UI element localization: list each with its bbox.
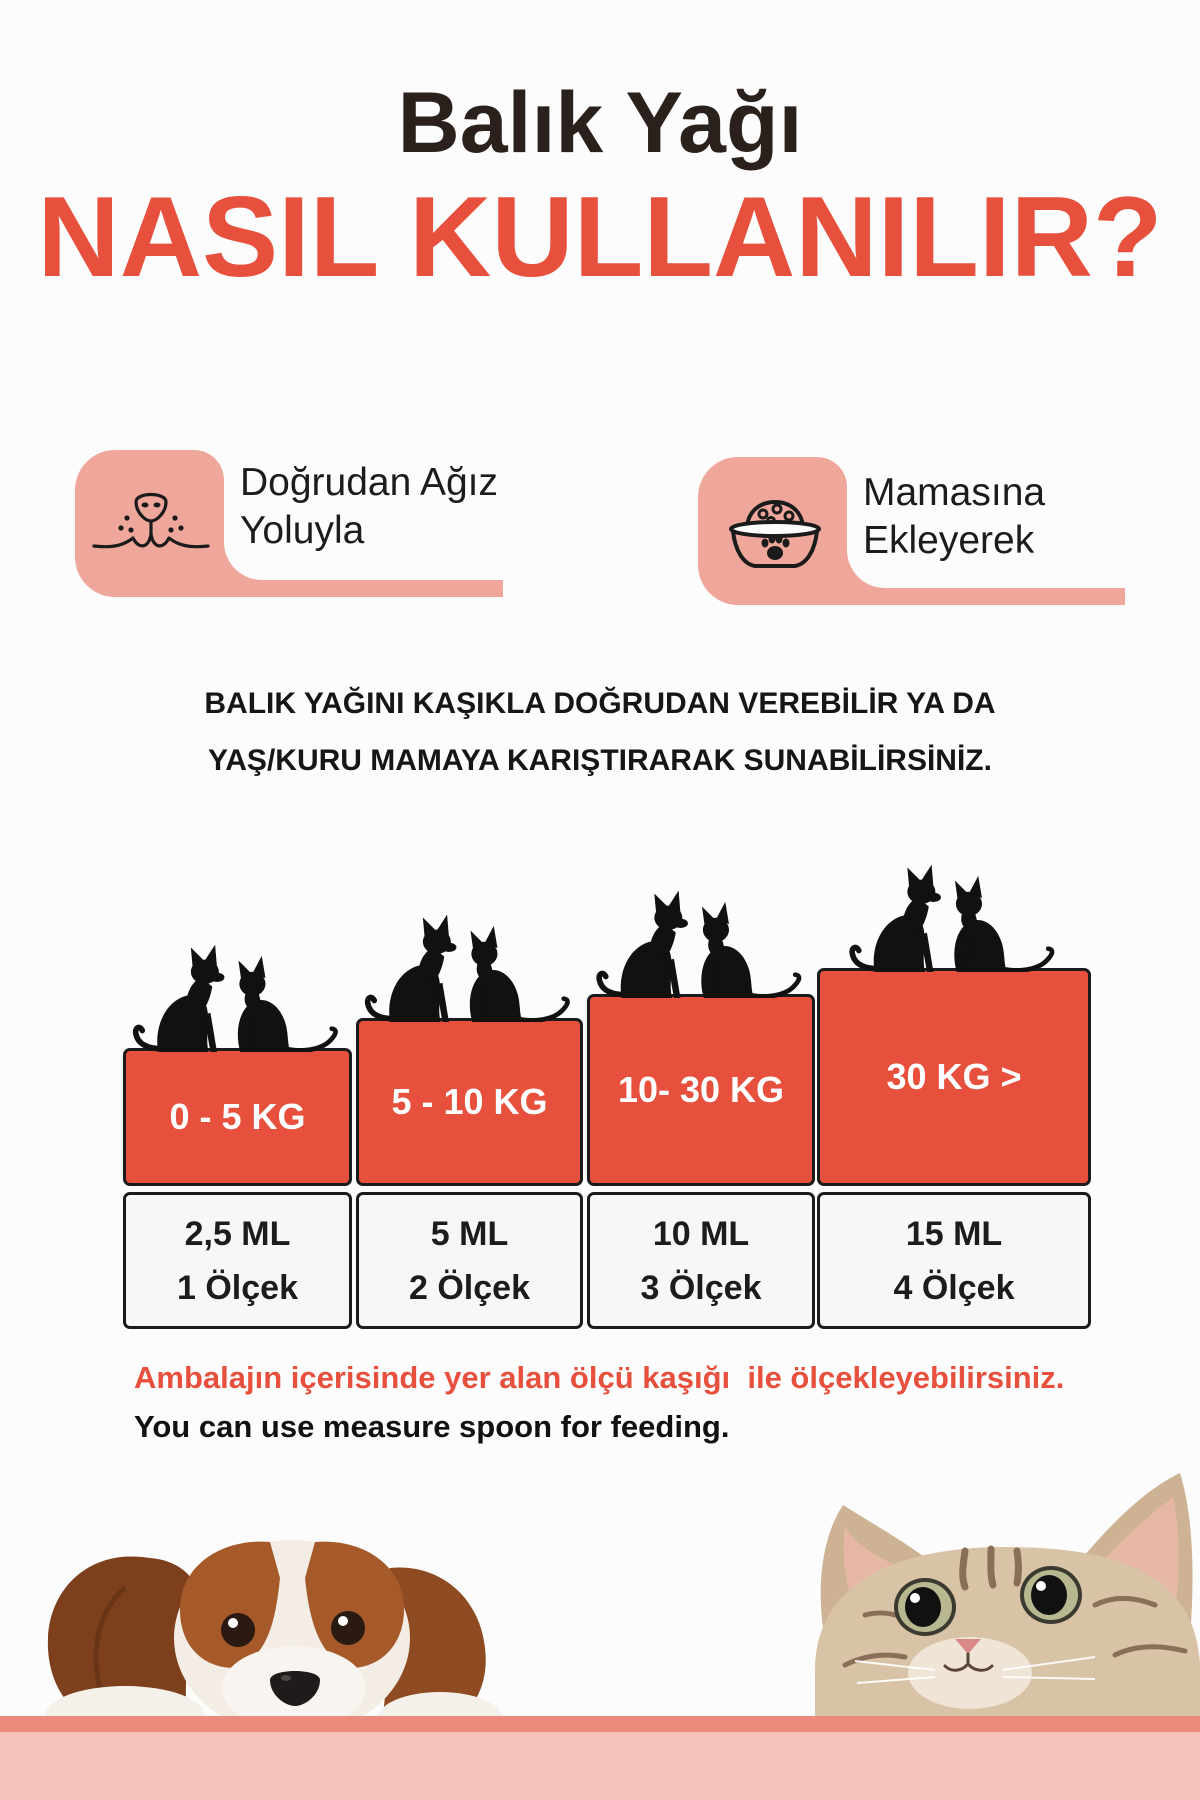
method-label-line2: Ekleyerek (863, 519, 1035, 562)
dose-amount: 15 ML (905, 1214, 1003, 1253)
method-label (240, 459, 498, 555)
cat-photo (795, 1465, 1200, 1730)
kitten-pair (599, 891, 799, 998)
dose-amount: 10 ML (652, 1214, 750, 1253)
dose-box (356, 1192, 583, 1329)
page-headline: NASIL KULLANILIR? (37, 174, 1163, 301)
cat-illustration (795, 1465, 1200, 1730)
dose-amount: 5 ML (430, 1214, 509, 1253)
page-title: Balık Yağı (397, 75, 803, 171)
weight-range-label: 5 - 10 KG (356, 1018, 583, 1186)
dose-box (817, 1192, 1091, 1329)
kitten-pair (368, 915, 568, 1022)
method-label (863, 469, 1045, 565)
weight-range-label: 0 - 5 KG (123, 1048, 352, 1186)
kitten-silhouettes (840, 860, 1068, 972)
dosage-column (817, 968, 1091, 1329)
instruction-line1: BALIK YAĞINI KAŞIKLA DOĞRUDAN VEREBİLİR YA DA (204, 687, 996, 720)
food-bowl-icon (723, 494, 827, 570)
kitten-silhouettes (356, 910, 583, 1022)
measuring-note-tr: Ambalajın içerisinde yer alan ölçü kaşığı ile ölçekleyebilirsiniz. (134, 1360, 1065, 1395)
dose-amount: 2,5 ML (184, 1214, 291, 1253)
dose-box (587, 1192, 815, 1329)
dosage-column (587, 994, 815, 1329)
method-card-oral (75, 450, 503, 597)
food-bowl-icon-graphic (723, 494, 827, 570)
usage-instruction (0, 675, 1200, 789)
dog-photo (30, 1518, 510, 1733)
instruction-line2: YAŞ/KURU MAMAYA KARIŞTIRARAK SUNABİLİRSİNİZ. (208, 744, 992, 777)
dose-scoops: 3 Ölçek (640, 1268, 762, 1307)
bottom-ledge (0, 1716, 1200, 1800)
kitten-pair (136, 945, 336, 1052)
dose-box (123, 1192, 352, 1329)
weight-range-label: 30 KG > (817, 968, 1091, 1186)
cat-mouth-icon-graphic (90, 488, 212, 564)
dose-scoops: 1 Ölçek (177, 1268, 298, 1307)
dose-scoops: 2 Ölçek (409, 1268, 530, 1307)
method-label-line2: Yoluyla (240, 509, 365, 552)
dog-illustration (30, 1518, 510, 1733)
dosage-column (356, 1018, 583, 1329)
dosage-column (123, 1048, 352, 1329)
dose-scoops: 4 Ölçek (893, 1268, 1015, 1307)
kitten-pair (852, 865, 1052, 972)
method-label-line1: Mamasına (863, 471, 1046, 514)
method-card-food (698, 457, 1125, 605)
kitten-silhouettes (123, 940, 352, 1052)
weight-range-label: 10- 30 KG (587, 994, 815, 1186)
cat-mouth-icon (90, 488, 212, 564)
method-label-line1: Doğrudan Ağız (240, 461, 499, 504)
measuring-note-en: You can use measure spoon for feeding. (134, 1409, 730, 1444)
kitten-silhouettes (587, 886, 815, 998)
